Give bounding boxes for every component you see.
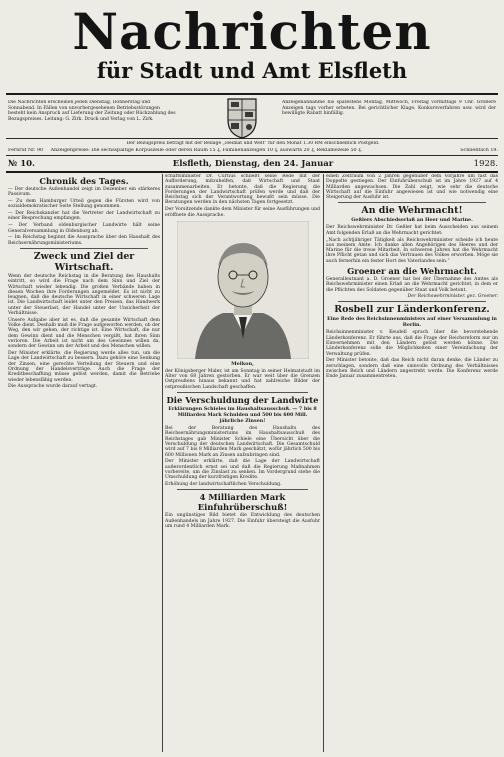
article-paragraph: „Nach achtjähriger Tätigkeit als Reichswehrminister scheide ich heute aus meinem Amte. Ich danke allen Angehörigen des Heeres und der Marine für die treue Mitarbeit. In schweren Jahren hat die Wehrmacht ihre Pflicht getan und sich das Vertrauen des Volkes erworben. Möge sie auch fernerhin ein fester Hort des Vaterlandes sein.“ bbox=[326, 237, 498, 264]
masthead-subtitle: für Stadt und Amt Elsfleth bbox=[96, 58, 408, 83]
publication-info: Die Nachrichten erscheinen jeden Dienstag, Donnerstag und Sonnabend. In Fällen von unvorhergesehenen Betriebsstörungen besteht kein Anspruch auf Lieferung der Zeitung oder Rückzahlung des Bezugspreises. Leitung: G. Zirk. Druck und Verlag von L. Zirk. bbox=[8, 100, 176, 122]
headline-verschuldung: Die Verschuldung der Landwirte bbox=[166, 395, 319, 406]
chronik-item: — Der deutsche Außenhandel zeigt im Dezember ein stärkeres Passivum. bbox=[8, 187, 160, 198]
column-rule bbox=[323, 174, 324, 752]
po-box: Schließfach 19. bbox=[460, 148, 498, 153]
article-paragraph: Der Minister betonte, daß das Reich nicht daran denke, die Länder zu zerschlagen, sondern daß eine sinnvolle Ordnung des Verhältnisses zwischen Reich und Ländern angestrebt werde. Die Konferenz werde Ende Januar zusammentreten. bbox=[326, 358, 498, 380]
article-paragraph: Erhöhung der landwirtschaftlichen Verschuldung. bbox=[165, 482, 282, 488]
signature: Der Reichswehrminister. gez. Groener. bbox=[407, 294, 498, 300]
advertisement-info: Anzeigenannahme bis spätestens Montag, Mittwoch, Freitag vormittags 9 Uhr. Größere Anzeigen tags vorher erbeten. Bei gerichtlicher Klage, Konkursverfahren usw. wird der bewilligte Rabatt hinfällig. bbox=[282, 100, 496, 117]
issue-year: 1928. bbox=[473, 159, 498, 169]
column-left bbox=[8, 174, 160, 752]
column-right bbox=[326, 174, 498, 752]
chronik-item: — Der Verband oldenburgischer Landwirte hält seine Generalversammlung in Oldenburg ab. bbox=[8, 223, 160, 234]
info-rule bbox=[6, 138, 498, 139]
headline-laenderkonferenz: Rosbell zur Länderkonferenz. bbox=[334, 304, 490, 316]
headline-groener: Groener an die Wehrmacht. bbox=[347, 266, 477, 277]
masthead-title: Nachrichten bbox=[72, 2, 432, 61]
article-paragraph: schaftsminister Dr. Curtius schließt seine Rede mit der Aufforderung, mitzuhelfen, daß Wirtschaft und Staat zusammenarbeiten. Er betonte, daß die Regierung die Forderungen der Landwirtschaft prüfen werde und daß der Reichstag sich der Verantwortung bewußt sein müsse. Die Beratungen werden in den nächsten Tagen fortgesetzt. bbox=[165, 174, 320, 206]
subheadline-laenderkonferenz: Eine Rede des Reichsinnenministers auf einer Versammlung in Berlin. bbox=[327, 316, 497, 329]
article-paragraph: Die Aussprache wurde darauf vertagt. bbox=[8, 384, 98, 390]
chronik-item: — Im Reichstag beginnt die Aussprache über den Haushalt des Reichsernährungsministeriums. bbox=[8, 235, 160, 246]
subheadline-verschuldung: Erklärungen Schieles im Haushaltsausschuß. — 7 bis 8 Milliarden Mark Schulden und 500 bis 600 Mill. jährliche Zinsen! bbox=[168, 406, 317, 425]
column-middle bbox=[165, 174, 320, 752]
headline-einfuhr: 4 Milliarden Mark Einfuhrüberschuß! bbox=[197, 492, 288, 513]
masthead-rule bbox=[6, 93, 498, 95]
article-paragraph: Der Reichswehrminister Dr. Geßler hat beim Ausscheiden aus seinem Amt folgenden Erlaß an die Wehrmacht gerichtet: bbox=[326, 225, 498, 236]
subheadline-wehrmacht: Geßlers Abschiedserlaß an Heer und Marine. bbox=[351, 217, 473, 224]
headline-wehrmacht: An die Wehrmacht! bbox=[361, 205, 463, 217]
issue-date: Elsfleth, Dienstag, den 24. Januar bbox=[172, 159, 334, 169]
article-separator bbox=[338, 301, 486, 302]
phone-number: Fernruf Nr. 90 bbox=[8, 148, 44, 153]
article-paragraph: Der Minister erklärte, daß die Lage der Landwirtschaft außerordentlich ernst sei und daß die Regierung Maßnahmen vorbereite, um die Zinslast zu senken. Im Vordergrund stehe die Umschuldung der kurzfristigen Kredite. bbox=[165, 459, 320, 481]
portrait-image bbox=[177, 221, 309, 359]
article-paragraph: Der Vorsitzende dankte dem Minister für seine Ausführungen und eröffnete die Aussprache. bbox=[165, 207, 320, 218]
article-paragraph: der Königsberger Maler, ist am Sonntag in seiner Heimatstadt im Alter von 68 Jahren gestorben. Er war weit über die Grenzen Ostpreußens hinaus bekannt und hat zahlreiche Bilder der ostpreußischen Landschaft geschaffen. bbox=[165, 368, 320, 390]
article-separator bbox=[20, 248, 148, 249]
article-paragraph: Generalleutnant a. D. Groener hat bei der Übernahme des Amtes als Reichswehrminister einen Erlaß an die Wehrmacht gerichtet, in dem er die Pflichten des Soldaten gegenüber Staat und Volk betont. bbox=[326, 277, 498, 293]
article-paragraph: Bei der Beratung des Haushalts des Reichsernährungsministeriums im Haushaltsausschuß des Reichstages gab Minister Schiele eine Übersicht über die Verschuldung der deutschen Landwirtschaft. Die Gesamtschuld wird auf 7 bis 8 Milliarden Mark geschätzt, wofür jährlich 500 bis 600 Millionen Mark an Zinsen aufzubringen sind. bbox=[165, 426, 320, 458]
ad-price-line bbox=[8, 148, 498, 154]
article-paragraph: Ein ungünstiges Bild bietet die Entwicklung des deutschen Außenhandels im Jahre 1927. Die Einfuhr übersteigt die Ausfuhr um rund 4 Milliarden Mark. bbox=[165, 513, 320, 529]
article-separator bbox=[177, 489, 308, 490]
dateline bbox=[8, 158, 498, 170]
article-paragraph: Der Minister erklärte, die Regierung werde alles tun, um die Lage der Landwirtschaft zu bessern. Dazu gehöre eine Senkung der Zinsen, eine gerechte Verteilung der Steuern und eine Ordnung der Handelsverträge. Auch die Frage der Kreditbeschaffung müsse gelöst werden, damit die Betriebe wieder lebensfähig werden. bbox=[8, 351, 160, 383]
issue-number: № 10. bbox=[8, 159, 35, 169]
dateline-rule-bottom bbox=[6, 171, 498, 173]
article-paragraph: einen Zeitraum von 2 Jahren gegenüber dem Vorjahre um fast das Doppelte gestiegen. Der Einfuhrüberschuß ist im Jahre 1927 auf 4 Milliarden angewachsen. Die Zahl zeigt, wie sehr die deutsche Wirtschaft auf die Einfuhr angewiesen ist und wie notwendig eine Steigerung der Ausfuhr ist. bbox=[326, 174, 498, 201]
chronik-item: — Der Reichskanzler hat die Vertreter der Landwirtschaft zu einer Besprechung empfangen. bbox=[8, 211, 160, 222]
article-paragraph: Wenn der deutsche Reichstag in die Beratung des Haushalts eintritt, so wird die Frage nach dem Sinn und Ziel der Wirtschaft wieder lebendig. Die großen Verbände haben in diesen Wochen ihre Forderungen angemeldet. Es ist nicht zu leugnen, daß die deutsche Wirtschaft in einer schweren Lage ist. Die Landwirtschaft leidet unter den Preisen, das Handwerk unter der Steuerlast, der Handel unter der Unsicherheit der Verhältnisse. bbox=[8, 273, 160, 317]
dateline-rule-top bbox=[6, 155, 498, 156]
headline-wirtschaft: Zweck und Ziel der Wirtschaft. bbox=[33, 250, 135, 273]
headline-chronik: Chronik des Tages. bbox=[39, 176, 129, 186]
article-separator bbox=[338, 202, 486, 203]
subscription-line: Der Bezugspreis beträgt mit der Beilage „Heimat und Welt“ für den Monat 1.30 RM einschließlich Postgeld. bbox=[126, 141, 380, 146]
chronik-item: — Zu dem Hamburger Urteil gegen die Fürsten wird von sozialdemokratischer Seite Stellung genommen. bbox=[8, 199, 160, 210]
article-paragraph: Unsere Aufgabe aber ist es, daß die gesamte Wirtschaft dem Volke dient. Deshalb muß die Frage aufgeworfen werden, ob der Weg, den wir gehen, der richtige ist. Eine Wirtschaft, die nur dem Gewinn dient und die Menschen vergißt, hat ihren Sinn verloren. Die Arbeit ist nicht um des Gewinnes willen da, sondern der Gewinn um der Arbeit und des Menschen willen. bbox=[8, 317, 160, 350]
ad-prices: Anzeigenpreise: Die sechsspaltige Korpuszeile oder deren Raum 15 ₰, Familienanzeigen 10 ₰, auswärts 20 ₰, Reklamezeile 50 ₰. bbox=[50, 148, 363, 153]
coat-of-arms-icon bbox=[225, 96, 259, 140]
portrait-caption: Melkon, bbox=[231, 360, 254, 367]
article-paragraph: Reichsinnenminister v. Keudell sprach über die bevorstehende Länderkonferenz. Er führte aus, daß die Frage der Reichsreform nur im Einvernehmen mit den Ländern gelöst werden könne. Die Länderkonferenz solle die Möglichkeiten einer Vereinfachung der Verwaltung prüfen. bbox=[326, 330, 498, 357]
article-separator bbox=[177, 392, 308, 393]
column-rule bbox=[162, 174, 163, 752]
